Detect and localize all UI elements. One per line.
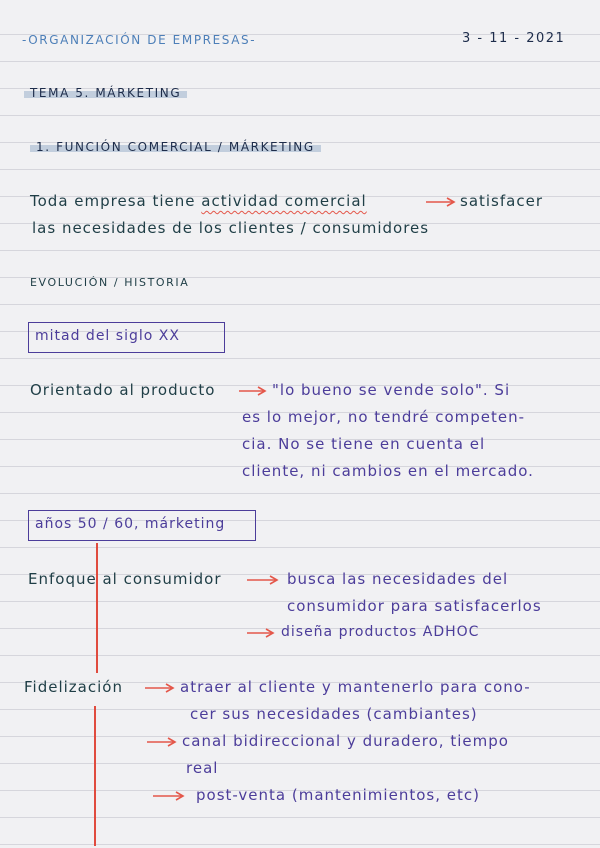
- era-2-label: años 50 / 60, márketing: [28, 510, 256, 541]
- era-2-point-2: diseña productos ADHOC: [281, 624, 480, 640]
- intro-highlight: actividad comercial: [201, 192, 367, 210]
- loyalty-point-2-line-1: canal bidireccional y duradero, tiempo: [182, 732, 509, 750]
- era-2-point-1-line-2: consumidor para satisfacerlos: [287, 597, 542, 615]
- intro-line-1: Toda empresa tiene actividad comercial: [30, 192, 367, 210]
- subject-title: -ORGANIZACIÓN DE EMPRESAS-: [22, 33, 257, 47]
- arrow-icon: [246, 573, 280, 587]
- timeline-line: [96, 543, 98, 673]
- section-title: 1. FUNCIÓN COMERCIAL / MÁRKETING: [30, 140, 321, 154]
- arrow-icon: [152, 789, 186, 803]
- note-date: 3 - 11 - 2021: [462, 31, 566, 46]
- era-1-line-4: cliente, ni cambios en el mercado.: [242, 462, 534, 480]
- arrow-icon: [146, 735, 178, 749]
- era-1-line-3: cia. No se tiene en cuenta el: [242, 435, 486, 453]
- era-1-line-1: "lo bueno se vende solo". Si: [272, 381, 511, 399]
- topic-title: TEMA 5. MÁRKETING: [24, 86, 187, 100]
- loyalty-concept: Fidelización: [24, 678, 123, 696]
- intro-line-2: las necesidades de los clientes / consumidores: [32, 219, 430, 237]
- era-1-concept: Orientado al producto: [30, 381, 216, 399]
- loyalty-point-1-line-2: cer sus necesidades (cambiantes): [190, 705, 478, 723]
- timeline-line: [94, 706, 96, 846]
- era-1-label: mitad del siglo XX: [28, 322, 225, 353]
- arrow-icon: [238, 384, 268, 398]
- arrow-icon: [425, 195, 457, 209]
- evolution-heading: EVOLUCIÓN / HISTORIA: [30, 276, 190, 289]
- loyalty-point-3: post-venta (mantenimientos, etc): [196, 786, 480, 804]
- intro-result: satisfacer: [460, 192, 543, 210]
- arrow-icon: [246, 626, 276, 640]
- era-1-line-2: es lo mejor, no tendré competen-: [242, 408, 526, 426]
- loyalty-point-2-line-2: real: [186, 759, 219, 777]
- arrow-icon: [144, 681, 176, 695]
- era-2-concept: Enfoque al consumidor: [28, 570, 222, 588]
- era-2-point-1-line-1: busca las necesidades del: [287, 570, 509, 588]
- loyalty-point-1-line-1: atraer al cliente y mantenerlo para cono-: [180, 678, 531, 696]
